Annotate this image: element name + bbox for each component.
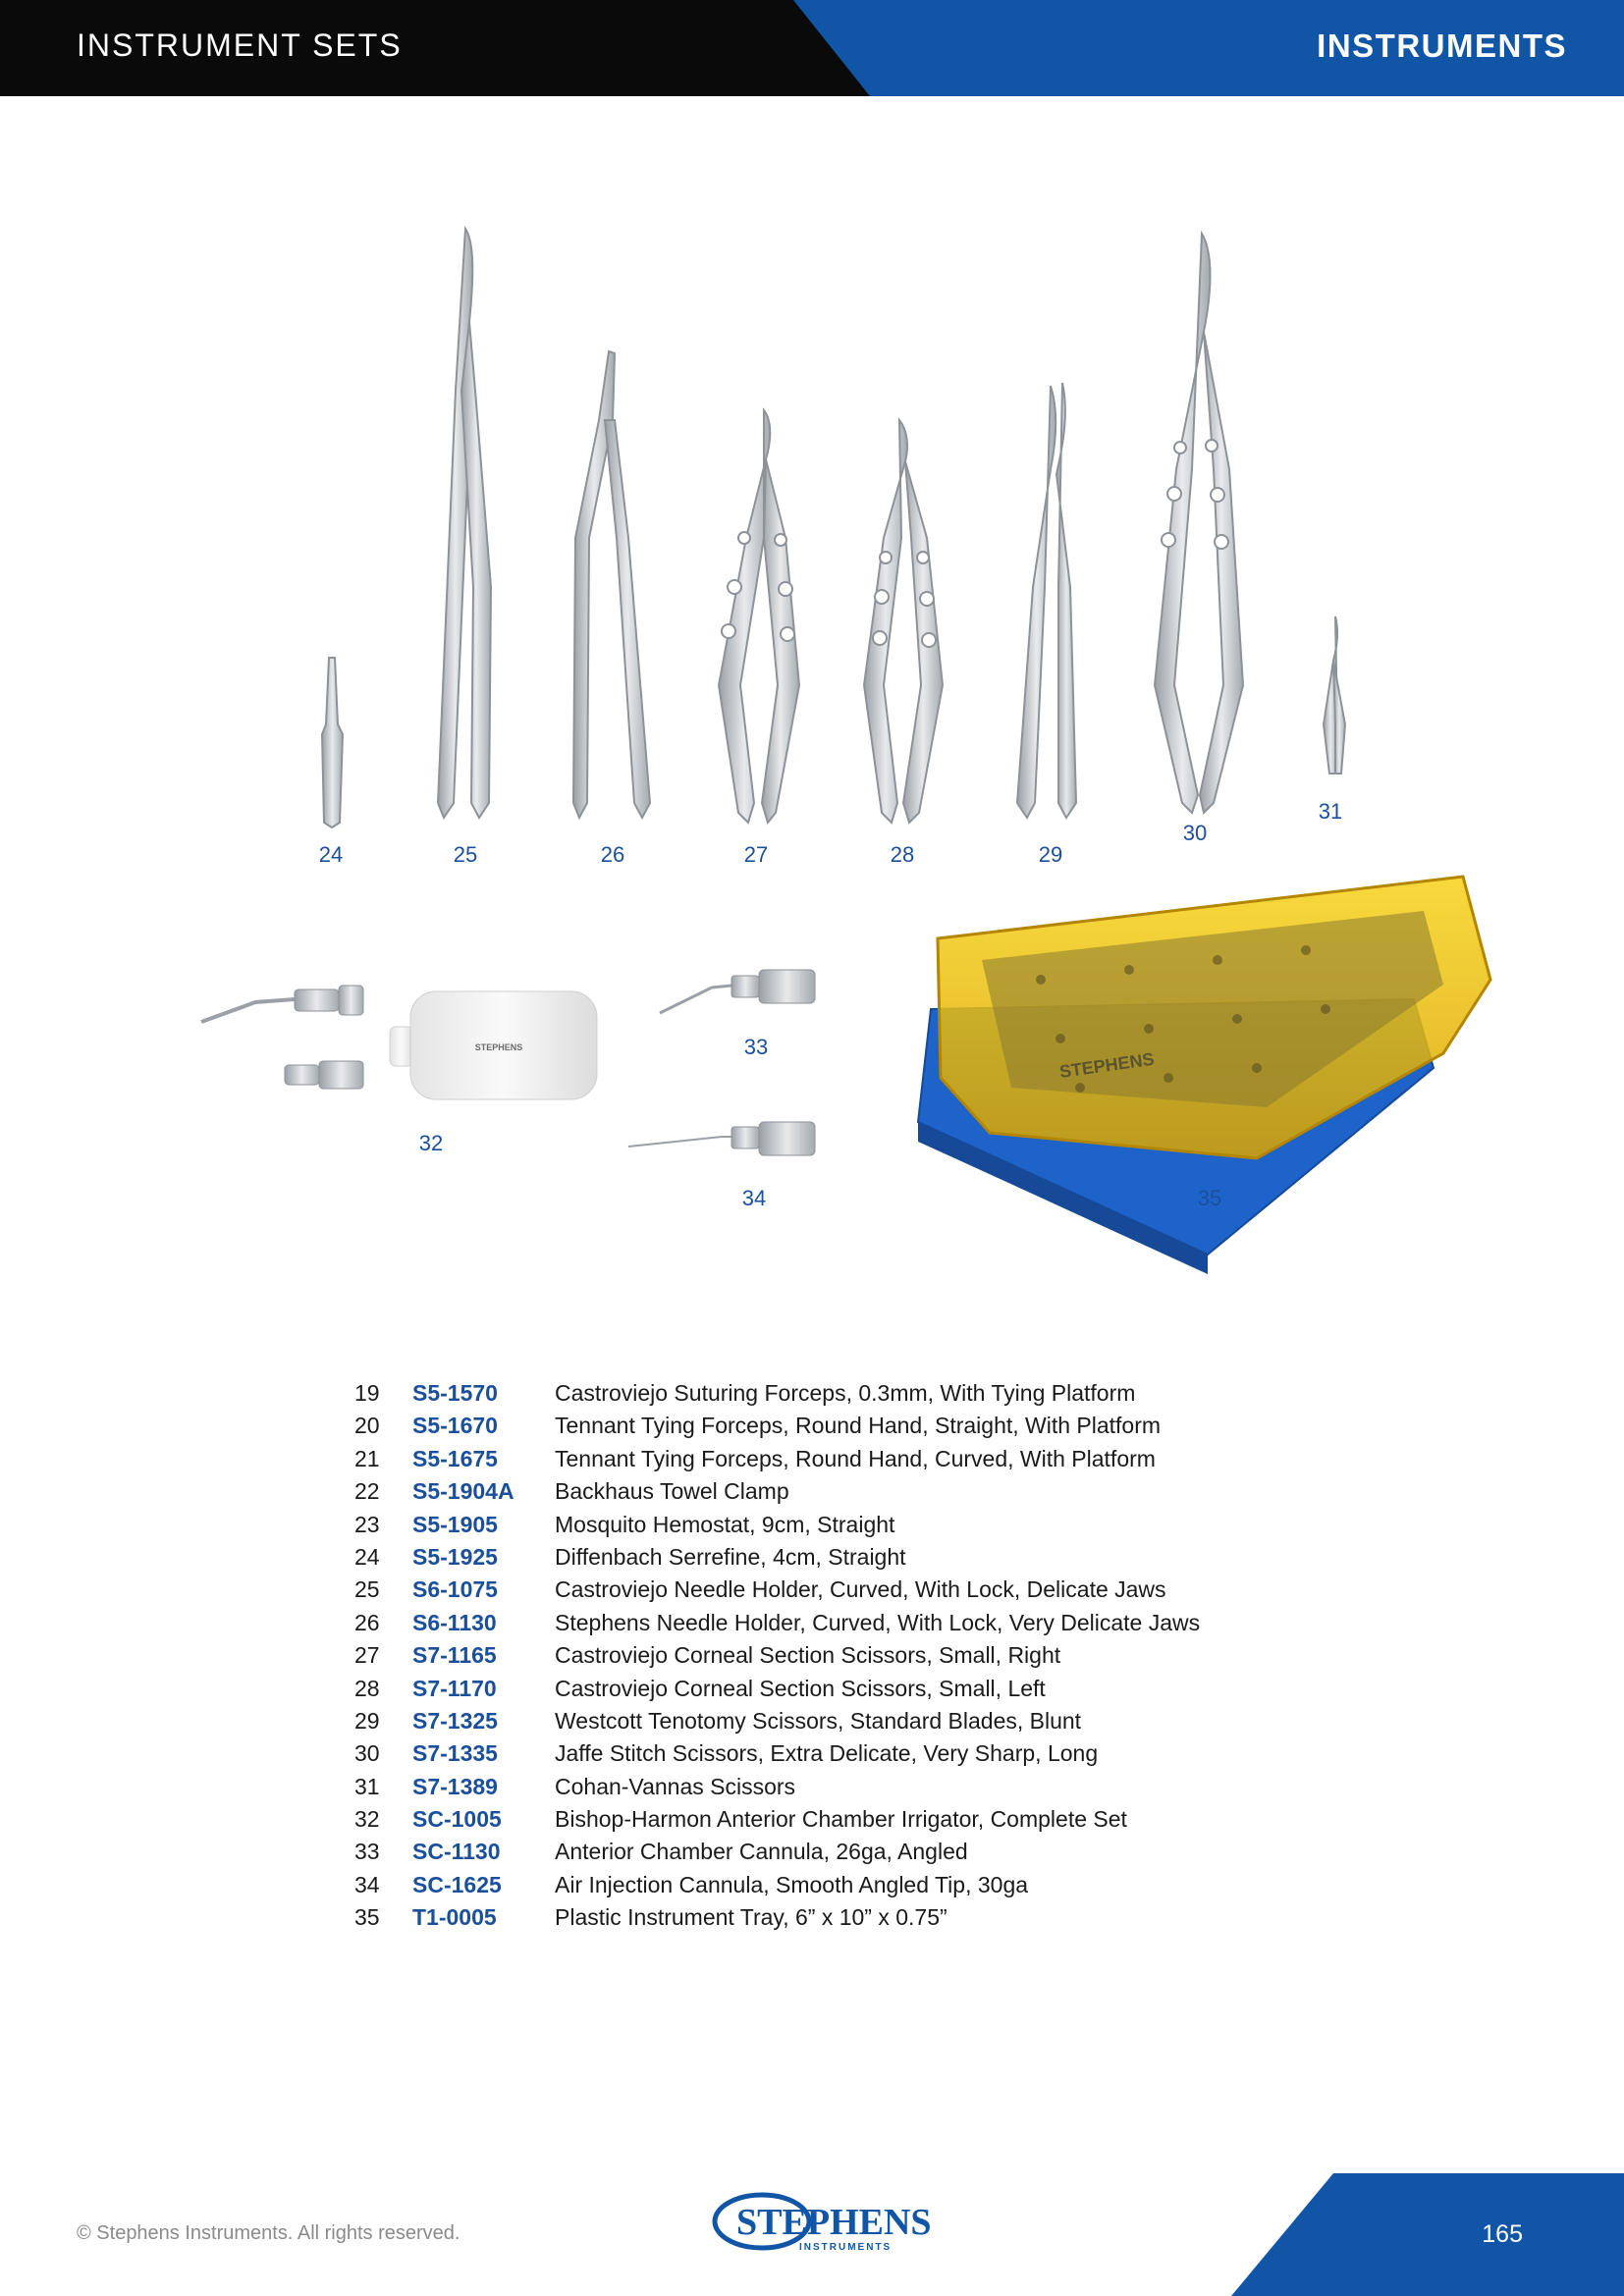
part-number: 23: [354, 1511, 380, 1537]
part-description: Plastic Instrument Tray, 6” x 10” x 0.75”: [555, 1904, 947, 1931]
instrument-33-cannula: [660, 970, 815, 1013]
part-description: Castroviejo Suturing Forceps, 0.3mm, With Tying Platform: [555, 1380, 1136, 1406]
instrument-32-irrigator-set: [201, 986, 597, 1099]
figure-label-34: 34: [741, 1186, 767, 1210]
part-code: S7-1325: [412, 1707, 498, 1734]
part-description: Jaffe Stitch Scissors, Extra Delicate, Very Sharp, Long: [555, 1740, 1099, 1767]
stephens-logo: [711, 2191, 956, 2254]
part-description: Castroviejo Needle Holder, Curved, With Lock, Delicate Jaws: [555, 1576, 1166, 1603]
part-description: Anterior Chamber Cannula, 26ga, Angled: [555, 1839, 968, 1865]
figure-label-33: 33: [743, 1035, 769, 1059]
part-number: 32: [354, 1806, 380, 1833]
figure-label-25: 25: [453, 842, 478, 867]
part-description: Cohan-Vannas Scissors: [555, 1773, 796, 1799]
instrument-26-needle-holder: [573, 351, 650, 818]
bottle-brand-text: STEPHENS: [474, 1042, 523, 1052]
part-number: 22: [354, 1478, 380, 1505]
part-number: 33: [354, 1839, 380, 1865]
part-description: Westcott Tenotomy Scissors, Standard Blades, Blunt: [555, 1707, 1082, 1734]
figure-label-26: 26: [600, 842, 625, 867]
figure-label-29: 29: [1038, 842, 1063, 867]
part-code: S7-1389: [412, 1773, 498, 1799]
part-code: S6-1130: [412, 1609, 497, 1635]
part-code: S7-1335: [412, 1740, 498, 1767]
part-number: 31: [354, 1773, 380, 1799]
part-code: S5-1905: [412, 1511, 498, 1537]
instrument-24-serrefine: [322, 658, 343, 828]
footer-copyright: © Stephens Instruments. All rights reserved.: [77, 2222, 460, 2244]
part-description: Castroviejo Corneal Section Scissors, Small, Right: [555, 1642, 1061, 1669]
instrument-34-cannula: [628, 1122, 815, 1155]
part-code: SC-1005: [412, 1806, 502, 1833]
figure-label-24: 24: [318, 842, 344, 867]
part-description: Stephens Needle Holder, Curved, With Lock, Very Delicate Jaws: [555, 1609, 1201, 1635]
part-description: Diffenbach Serrefine, 4cm, Straight: [555, 1543, 906, 1570]
part-description: Castroviejo Corneal Section Scissors, Small, Left: [555, 1675, 1046, 1701]
part-description: Backhaus Towel Clamp: [555, 1478, 789, 1505]
figure-label-28: 28: [890, 842, 915, 867]
part-number: 25: [354, 1576, 380, 1603]
part-code: S5-1675: [412, 1445, 498, 1471]
part-number: 24: [354, 1543, 380, 1570]
part-number: 26: [354, 1609, 380, 1635]
part-code: T1-0005: [412, 1904, 497, 1931]
part-code: S7-1170: [412, 1675, 497, 1701]
part-code: S6-1075: [412, 1576, 498, 1603]
part-number: 20: [354, 1413, 380, 1439]
figure-label-27: 27: [743, 842, 769, 867]
instrument-28-scissors: [864, 420, 943, 823]
part-description: Tennant Tying Forceps, Round Hand, Straight, With Platform: [555, 1413, 1162, 1439]
part-description: Air Injection Cannula, Smooth Angled Tip, 30ga: [555, 1871, 1029, 1897]
instrument-30-jaffe-scissors: [1155, 234, 1243, 813]
figure-label-35: 35: [1197, 1186, 1222, 1210]
instrument-27-scissors: [719, 410, 799, 823]
part-code: S5-1670: [412, 1413, 498, 1439]
figure-label-30: 30: [1182, 821, 1208, 845]
part-code: S5-1925: [412, 1543, 498, 1570]
part-code: S5-1904A: [412, 1478, 514, 1505]
instrument-25-needle-holder: [438, 229, 491, 818]
logo-wordmark: STEPHENS: [736, 2202, 932, 2243]
part-description: Tennant Tying Forceps, Round Hand, Curved, With Platform: [555, 1445, 1156, 1471]
part-number: 34: [354, 1871, 380, 1897]
part-number: 35: [354, 1904, 380, 1931]
instrument-figure: [0, 96, 1624, 1274]
instrument-35-tray: [918, 877, 1490, 1274]
part-number: 28: [354, 1675, 380, 1701]
instrument-29-westcott-scissors: [1017, 383, 1076, 818]
tray-logo-text: STEPHENS: [1057, 1048, 1156, 1082]
part-number: 30: [354, 1740, 380, 1767]
part-number: 29: [354, 1707, 380, 1734]
page-number: 165: [1482, 2220, 1523, 2248]
part-code: SC-1625: [412, 1871, 502, 1897]
figure-label-32: 32: [418, 1131, 444, 1155]
instrument-illustrations: [0, 96, 1624, 1274]
part-code: S7-1165: [412, 1642, 497, 1669]
logo-subtext: INSTRUMENTS: [799, 2242, 893, 2253]
part-number: 19: [354, 1380, 380, 1406]
figure-label-31: 31: [1318, 799, 1343, 824]
header-category-title: INSTRUMENTS: [1317, 27, 1567, 64]
part-description: Mosquito Hemostat, 9cm, Straight: [555, 1511, 895, 1537]
part-number: 27: [354, 1642, 380, 1669]
part-code: SC-1130: [412, 1839, 501, 1865]
part-code: S5-1570: [412, 1380, 498, 1406]
instrument-31-cohan-vannas-scissors: [1324, 616, 1345, 774]
header-section-title: INSTRUMENT SETS: [77, 27, 403, 63]
part-number: 21: [354, 1445, 380, 1471]
part-description: Bishop-Harmon Anterior Chamber Irrigator, Complete Set: [555, 1806, 1127, 1833]
